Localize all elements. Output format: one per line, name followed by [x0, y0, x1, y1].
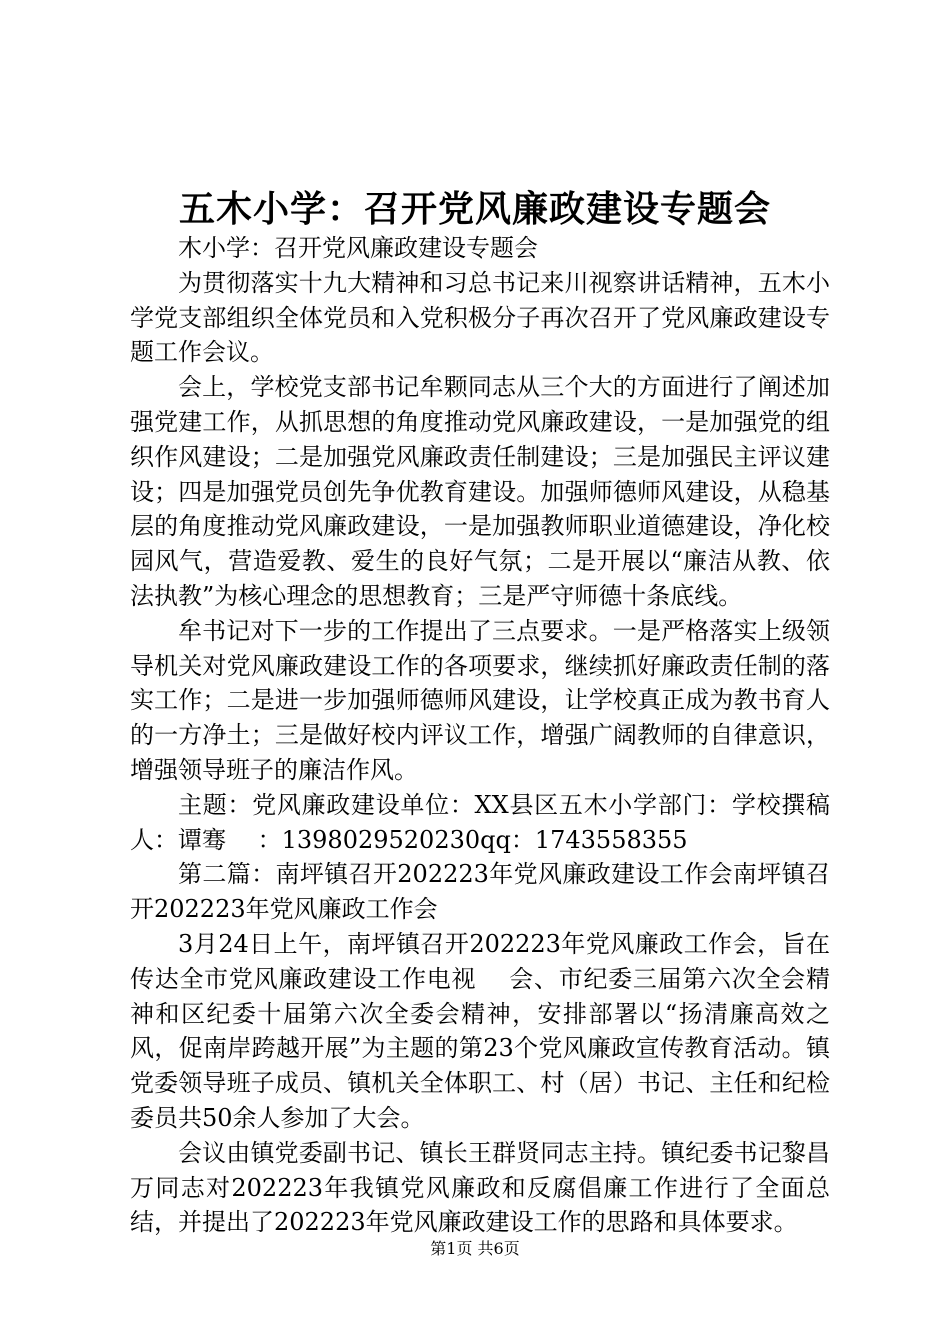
- paragraph-intro: 为贯彻落实十九大精神和习总书记来川视察讲话精神，五木小学党支部组织全体党员和入党积极分子再次召开了党风廉政建设专题工作会议。: [130, 268, 830, 367]
- paragraph-second-article-intro: 3月24日上午，南坪镇召开202223年党风廉政工作会，旨在传达全市党风廉政建设工作电视 会、市纪委三届第六次全会精神和区纪委十届第六次全委会精神，安排部署以“扬清廉高效之风，促南岸跨越开展”为主题的第23个党风廉政宣传教育活动。镇党委领导班子成员、镇机关全体职工、村（居）书记、主任和纪检委员共50余人参加了大会。: [130, 929, 830, 1132]
- paragraph-second-article-title: 第二篇：南坪镇召开202223年党风廉政建设工作会南坪镇召开202223年党风廉政工作会: [130, 860, 830, 924]
- page-number-footer: 第1页 共6页: [430, 1239, 520, 1258]
- document-body: [130, 231, 830, 1240]
- paragraph-metadata: 主题：党风廉政建设单位：XX县区五木小学部门：学校撰稿人：谭骞 ：1398029520230qq：1743558355: [130, 790, 830, 854]
- paragraph-meeting: 会上，学校党支部书记牟颗同志从三个大的方面进行了阐述加强党建工作，从抓思想的角度推动党风廉政建设，一是加强党的组织作风建设；二是加强党风廉政责任制建设；三是加强民主评议建设；四是加强党员创先争优教育建设。加强师德师风建设，从稳基层的角度推动党风廉政建设，一是加强教师职业道德建设，净化校园风气，营造爱教、爱生的良好气氛；二是开展以“廉洁从教、依法执教”为核心理念的思想教育；三是严守师德十条底线。: [130, 373, 830, 610]
- paragraph-second-article-summary: 会议由镇党委副书记、镇长王群贤同志主持。镇纪委书记黎昌万同志对202223年我镇党风廉政和反腐倡廉工作进行了全面总结，并提出了202223年党风廉政建设工作的思路和具体要求。: [130, 1138, 830, 1237]
- document-title: 五木小学：召开党风廉政建设专题会: [178, 188, 771, 230]
- paragraph-subtitle: 木小学：召开党风廉政建设专题会: [178, 234, 538, 262]
- paragraph-requirements: 牟书记对下一步的工作提出了三点要求。一是严格落实上级领导机关对党风廉政建设工作的各项要求，继续抓好廉政责任制的落实工作；二是进一步加强师德师风建设，让学校真正成为教书育人的一方净土；三是做好校内评议工作，增强广阔教师的自律意识，增强领导班子的廉洁作风。: [130, 616, 830, 784]
